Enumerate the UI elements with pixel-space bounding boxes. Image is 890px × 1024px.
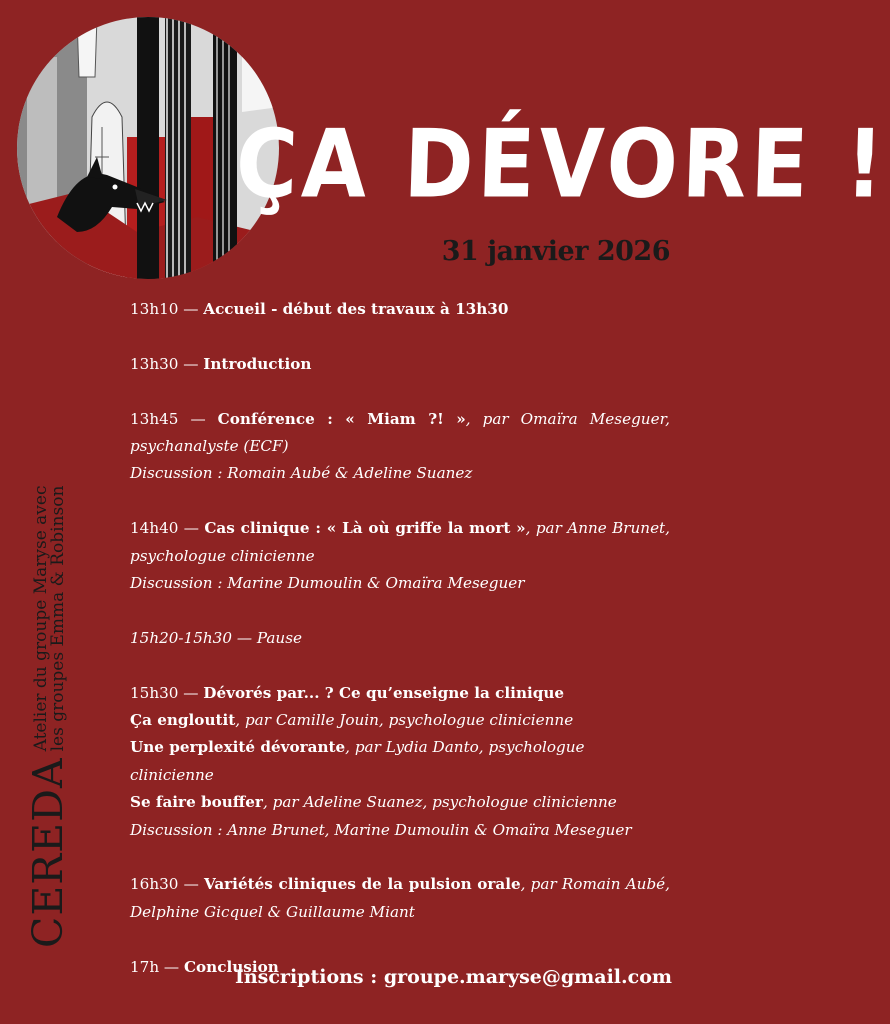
- program-time: 16h30 —: [130, 875, 204, 894]
- program-item: [130, 680, 670, 844]
- program-title: Conférence : « Miam ?! »: [217, 409, 466, 428]
- program-title: Accueil - début des travaux à 13h30: [203, 300, 509, 318]
- program-title: Cas clinique : « Là où griffe la mort »: [204, 519, 526, 538]
- registration-email: Inscriptions : groupe.maryse@gmail.com: [234, 966, 672, 988]
- program-item: [130, 625, 670, 652]
- organizer-subtitle-line-1: Atelier du groupe Maryse avec: [31, 485, 51, 752]
- organizer-subtitle-line-2: les groupes Emma & Robinson: [48, 485, 68, 752]
- organizer-vertical-text: [24, 448, 78, 948]
- program-schedule: [130, 296, 670, 1008]
- talk-speaker: , par Adeline Suanez, psychologue clinicienne: [262, 793, 617, 812]
- talk-title: Ça engloutit: [130, 711, 236, 730]
- program-title: Conclusion: [183, 957, 279, 976]
- program-item: [130, 515, 670, 597]
- program-speaker: , par Anne Brunet, psychologue clinicienne: [130, 519, 670, 565]
- talk-speaker: , par Lydia Danto, psychologue clinicienne: [130, 738, 585, 784]
- program-item: [130, 351, 670, 378]
- program-time: 13h30 —: [130, 354, 204, 373]
- program-discussion: Discussion : Marine Dumoulin & Omaïra Meseguer: [130, 574, 525, 593]
- talk-speaker: , par Camille Jouin, psychologue clinicienne: [235, 711, 574, 730]
- poster-title: ÇA DÉVORE !: [234, 109, 890, 219]
- event-date: 31 janvier 2026: [441, 236, 670, 267]
- program-time: 14h40 —: [130, 519, 205, 538]
- program-item: [130, 296, 670, 323]
- program-item: [130, 871, 670, 926]
- program-title: Dévorés par... ? Ce qu’enseigne la clinique: [203, 683, 565, 702]
- program-item: [130, 406, 670, 488]
- program-speaker: , par Romain Aubé, Delphine Gicquel & Guillaume Miant: [130, 875, 670, 921]
- program-time: 13h45 —: [130, 409, 218, 428]
- organizer-subtitle: [33, 486, 69, 752]
- program-pause: 15h20-15h30 — Pause: [130, 628, 302, 647]
- program-discussion: Discussion : Anne Brunet, Marine Dumoulin & Omaïra Meseguer: [130, 820, 632, 839]
- talk-title: Une perplexité dévorante: [130, 738, 346, 757]
- organizer-name: CEREDA: [24, 757, 72, 948]
- program-time: 17h —: [130, 957, 184, 976]
- program-discussion: Discussion : Romain Aubé & Adeline Suanez: [130, 464, 473, 483]
- program-title: Variétés cliniques de la pulsion orale: [203, 875, 521, 894]
- program-speaker: , par Omaïra Meseguer, psychanalyste (ECF): [130, 409, 670, 455]
- program-time: 13h10 —: [130, 300, 204, 318]
- program-time: 15h30 —: [130, 683, 204, 702]
- talk-title: Se faire bouffer: [130, 793, 263, 812]
- program-title: Introduction: [203, 354, 312, 373]
